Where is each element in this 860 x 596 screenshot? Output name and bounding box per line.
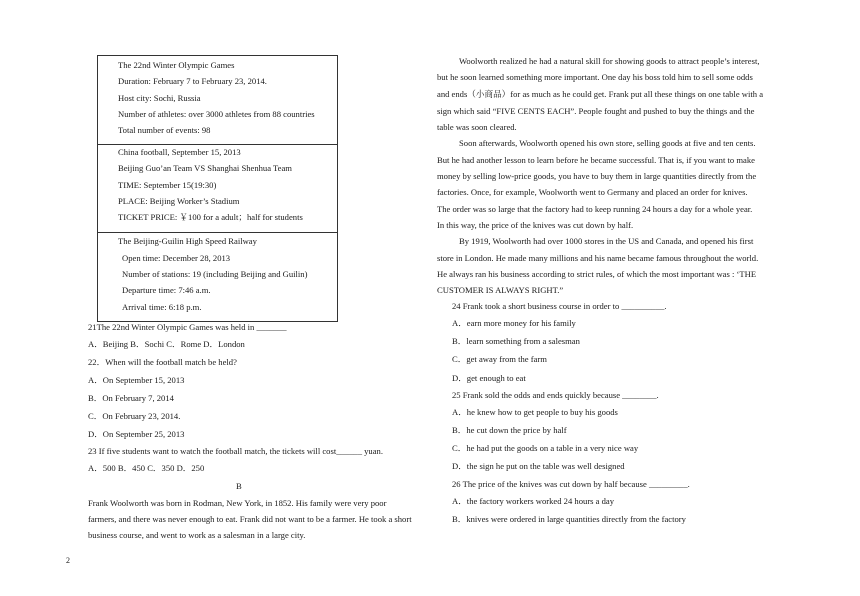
section-heading: B <box>236 481 242 491</box>
question-24: 24 Frank took a short business course in order to __________. <box>452 301 667 311</box>
question-25: 25 Frank sold the odds and ends quickly because ________. <box>452 390 659 400</box>
passage-p1-line-1: Woolworth realized he had a natural skill for showing goods to attract people’s interest, <box>459 56 760 66</box>
passage-p3-line-3: He always ran his business according to strict rules, of which the most important was : ‘THE <box>437 269 757 279</box>
page-number: 2 <box>66 556 70 565</box>
question-25-option-c: C．he had put the goods on a table in a very nice way <box>452 443 639 453</box>
passage-b-line-2: farmers, and there was never enough to eat. Frank did not want to be a farmer. He took a short <box>88 514 412 524</box>
passage-p1-line-2: but he soon learned something more important. One day his boss told him to sell some odds <box>437 72 753 82</box>
box3-line-1: The Beijing-Guilin High Speed Railway <box>118 236 257 246</box>
box1-line-5: Total number of events: 98 <box>118 125 211 135</box>
question-22-option-b: B．On February 7, 2014 <box>88 393 174 403</box>
question-25-option-b: B．he cut down the price by half <box>452 425 567 435</box>
question-21: 21The 22nd Winter Olympic Games was held in _______ <box>88 322 287 332</box>
box2-line-3: TIME: September 15(19:30) <box>118 180 217 190</box>
question-24-option-a: A．earn more money for his family <box>452 318 576 328</box>
question-24-option-b: B．learn something from a salesman <box>452 336 580 346</box>
question-24-option-c: C．get away from the farm <box>452 354 547 364</box>
box2-line-5: TICKET PRICE: ￥100 for a adult；half for students <box>118 212 303 222</box>
question-25-option-a: A．he knew how to get people to buy his goods <box>452 407 618 417</box>
question-23-options: A．500 B．450 C．350 D．250 <box>88 463 205 473</box>
box1-line-2: Duration: February 7 to February 23, 2014. <box>118 76 267 86</box>
question-22-option-d: D．On September 25, 2013 <box>88 429 185 439</box>
passage-p2-line-6: In this way, the price of the knives was cut down by half. <box>437 220 634 230</box>
box2-line-2: Beijing Guo’an Team VS Shanghai Shenhua Team <box>118 163 292 173</box>
question-22: 22．When will the football match be held? <box>88 357 237 367</box>
box1-line-1: The 22nd Winter Olympic Games <box>118 60 235 70</box>
passage-p2-line-2: But he had another lesson to learn before he became successful. That is, if you want to make <box>437 155 755 165</box>
box3-line-4: Departure time: 7:46 a.m. <box>122 285 211 295</box>
box3-line-2: Open time: December 28, 2013 <box>122 253 231 263</box>
question-26: 26 The price of the knives was cut down by half because _________. <box>452 479 690 489</box>
passage-p2-line-4: factories. Once, for example, Woolworth went to Germany and placed an order for knives. <box>437 187 748 197</box>
box1-line-3: Host city: Sochi, Russia <box>118 93 201 103</box>
box3-line-3: Number of stations: 19 (including Beijing and Guilin) <box>122 269 308 279</box>
passage-p2-line-3: money by selling low-price goods, you have to buy them in large quantities directly from the <box>437 171 757 181</box>
box3-line-5: Arrival time: 6:18 p.m. <box>122 302 202 312</box>
passage-p2-line-5: The order was so large that the factory had to keep running 24 hours a day for a whole year. <box>437 204 753 214</box>
passage-b-line-3: business course, and went to work as a salesman in a large city. <box>88 530 306 540</box>
box2-line-1: China football, September 15, 2013 <box>118 147 241 157</box>
question-25-option-d: D．the sign he put on the table was well designed <box>452 461 625 471</box>
passage-p2-line-1: Soon afterwards, Woolworth opened his own store, selling goods at five and ten cents. <box>459 138 756 148</box>
passage-p1-line-5: table was soon cleared. <box>437 122 517 132</box>
passage-p3-line-4: CUSTOMER IS ALWAYS RIGHT.” <box>437 285 564 295</box>
question-26-option-a: A．the factory workers worked 24 hours a day <box>452 496 615 506</box>
question-26-option-b: B．knives were ordered in large quantities directly from the factory <box>452 514 686 524</box>
question-22-option-a: A．On September 15, 2013 <box>88 375 185 385</box>
passage-p3-line-2: store in London. He made many millions and his name became famous throughout the world. <box>437 253 759 263</box>
passage-p1-line-4: sign which said “FIVE CENTS EACH”. People fought and pushed to buy the things and the <box>437 106 755 116</box>
passage-b-line-1: Frank Woolworth was born in Rodman, New York, in 1852. His family were very poor <box>88 498 387 508</box>
question-22-option-c: C．On February 23, 2014. <box>88 411 181 421</box>
box2-line-4: PLACE: Beijing Worker’s Stadium <box>118 196 240 206</box>
passage-p3-line-1: By 1919, Woolworth had over 1000 stores in the US and Canada, and opened his first <box>459 236 754 246</box>
question-24-option-d: D．get enough to eat <box>452 373 526 383</box>
question-23: 23 If five students want to watch the football match, the tickets will cost______ yuan. <box>88 446 383 456</box>
question-21-options: A．Beijing B．Sochi C．Rome D．London <box>88 339 245 349</box>
passage-p1-line-3: and ends（小商品）for as much as he could get. Frank put all these things on one table with a <box>437 89 764 99</box>
box1-line-4: Number of athletes: over 3000 athletes from 88 countries <box>118 109 315 119</box>
